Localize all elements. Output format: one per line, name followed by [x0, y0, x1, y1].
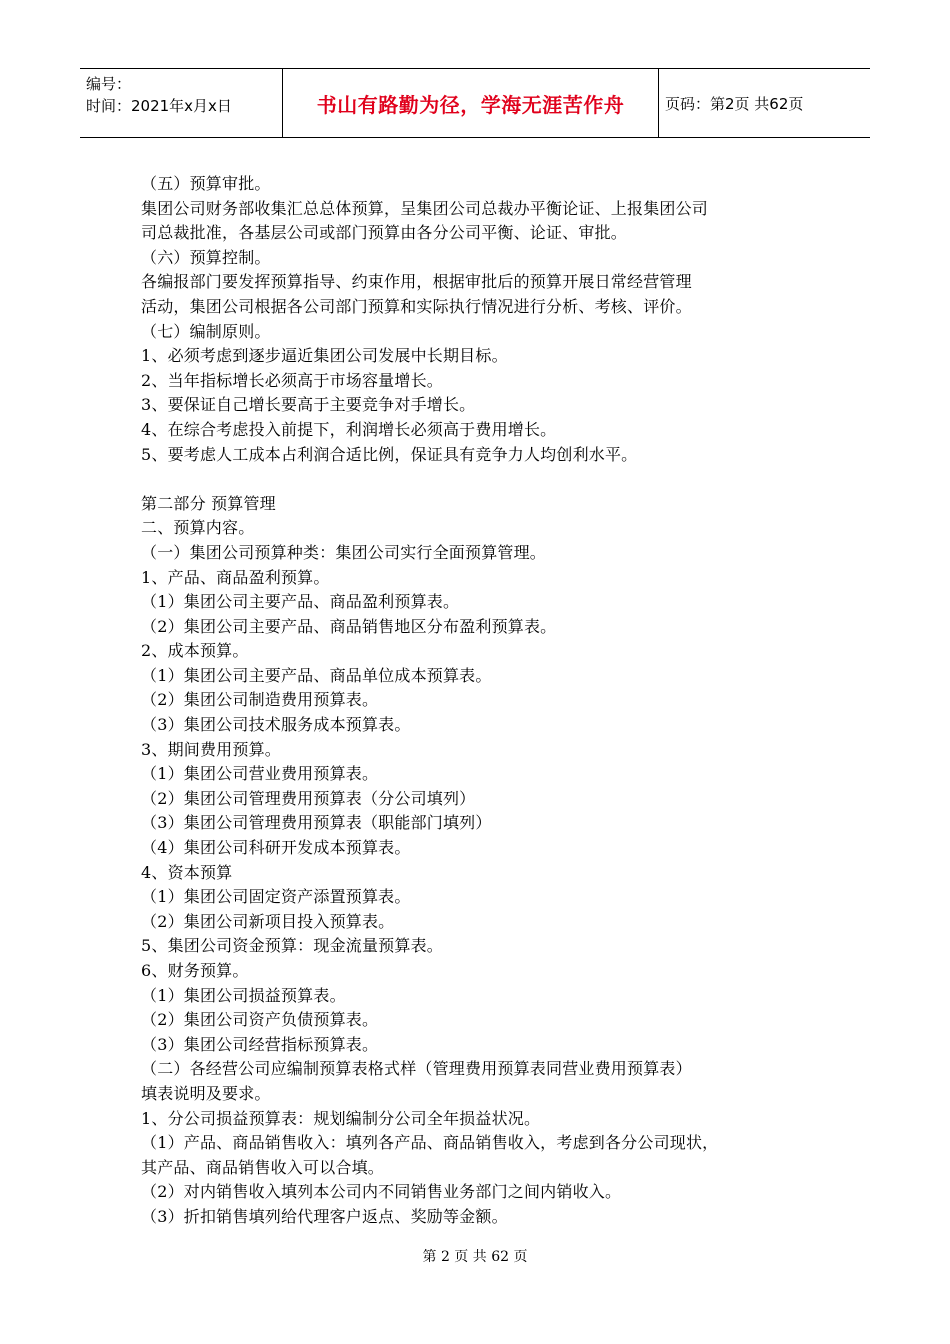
text-line: （七）编制原则。	[141, 321, 271, 341]
header-page-number: 页码：第2页 共62页	[665, 94, 804, 113]
text-line: 1、必须考虑到逐步逼近集团公司发展中长期目标。	[141, 346, 508, 366]
page-header	[80, 68, 870, 138]
text-line: 3、期间费用预算。	[141, 739, 281, 759]
text-line: （3）折扣销售填列给代理客户返点、奖励等金额。	[141, 1206, 508, 1226]
document-number: 编号：	[86, 75, 132, 93]
text-line: （2）集团公司资产负债预算表。	[141, 1010, 379, 1030]
text-line: 2、当年指标增长必须高于市场容量增长。	[141, 370, 443, 390]
text-line: （3）集团公司经营指标预算表。	[141, 1034, 379, 1054]
header-info-cell	[80, 69, 283, 137]
text-line: 4、资本预算	[141, 862, 233, 882]
page-footer: 第 2 页 共 62 页	[422, 1249, 528, 1265]
text-line: （1）集团公司营业费用预算表。	[141, 764, 379, 784]
text-line: （4）集团公司科研开发成本预算表。	[141, 838, 411, 858]
text-line: （2）集团公司制造费用预算表。	[141, 690, 379, 710]
text-line: 6、财务预算。	[141, 961, 249, 980]
text-line: （1）集团公司主要产品、商品盈利预算表。	[141, 592, 460, 612]
text-line: （3）集团公司管理费用预算表（职能部门填列）	[141, 813, 492, 833]
text-line: （1）集团公司固定资产添置预算表。	[141, 887, 411, 907]
text-line: （1）集团公司主要产品、商品单位成本预算表。	[141, 665, 492, 685]
text-line: （1）产品、商品销售收入：填列各产品、商品销售收入，考虑到各分公司现状，	[141, 1133, 719, 1153]
text-line: 5、集团公司资金预算：现金流量预算表。	[141, 936, 443, 956]
text-line: （1）集团公司损益预算表。	[141, 985, 346, 1005]
text-line: （六）预算控制。	[141, 247, 271, 267]
text-line: 各编报部门要发挥预算指导、约束作用，根据审批后的预算开展日常经营管理	[141, 272, 692, 292]
text-line: 第二部分 预算管理	[141, 493, 276, 513]
text-line: 2、成本预算。	[141, 641, 249, 661]
text-line: （2）集团公司新项目投入预算表。	[141, 911, 395, 931]
text-line: （五）预算审批。	[141, 174, 271, 193]
text-line: （2）对内销售收入填列本公司内不同销售业务部门之间内销收入。	[141, 1182, 622, 1202]
text-line: 填表说明及要求。	[141, 1083, 271, 1103]
text-line: 3、要保证自己增长要高于主要竞争对手增长。	[141, 395, 476, 415]
text-line: （一）集团公司预算种类：集团公司实行全面预算管理。	[141, 542, 547, 562]
document-body	[141, 172, 831, 1230]
text-line: 司总裁批准，各基层公司或部门预算由各分公司平衡、论证、审批。	[141, 223, 628, 243]
text-line: 5、要考虑人工成本占利润合适比例，保证具有竞争力人均创利水平。	[141, 444, 638, 464]
blank-line	[141, 467, 831, 492]
text-line: 1、分公司损益预算表：规划编制分公司全年损益状况。	[141, 1108, 541, 1128]
text-line: 其产品、商品销售收入可以合填。	[141, 1157, 385, 1177]
text-line: （2）集团公司主要产品、商品销售地区分布盈利预算表。	[141, 616, 557, 636]
header-motto: 书山有路勤为径，学海无涯苦作舟	[283, 69, 659, 137]
text-line: 1、产品、商品盈利预算。	[141, 567, 330, 587]
text-line: （3）集团公司技术服务成本预算表。	[141, 715, 411, 735]
text-line: 活动，集团公司根据各公司部门预算和实际执行情况进行分析、考核、评价。	[141, 296, 692, 316]
text-line: （二）各经营公司应编制预算表格式样（管理费用预算表同营业费用预算表）	[141, 1059, 692, 1079]
document-date: 时间：2021年x月x日	[86, 97, 232, 115]
text-line: 集团公司财务部收集汇总总体预算，呈集团公司总裁办平衡论证、上报集团公司	[141, 198, 709, 218]
text-line: （2）集团公司管理费用预算表（分公司填列）	[141, 788, 476, 808]
text-line: 二、预算内容。	[141, 518, 255, 538]
text-line: 4、在综合考虑投入前提下，利润增长必须高于费用增长。	[141, 419, 557, 439]
